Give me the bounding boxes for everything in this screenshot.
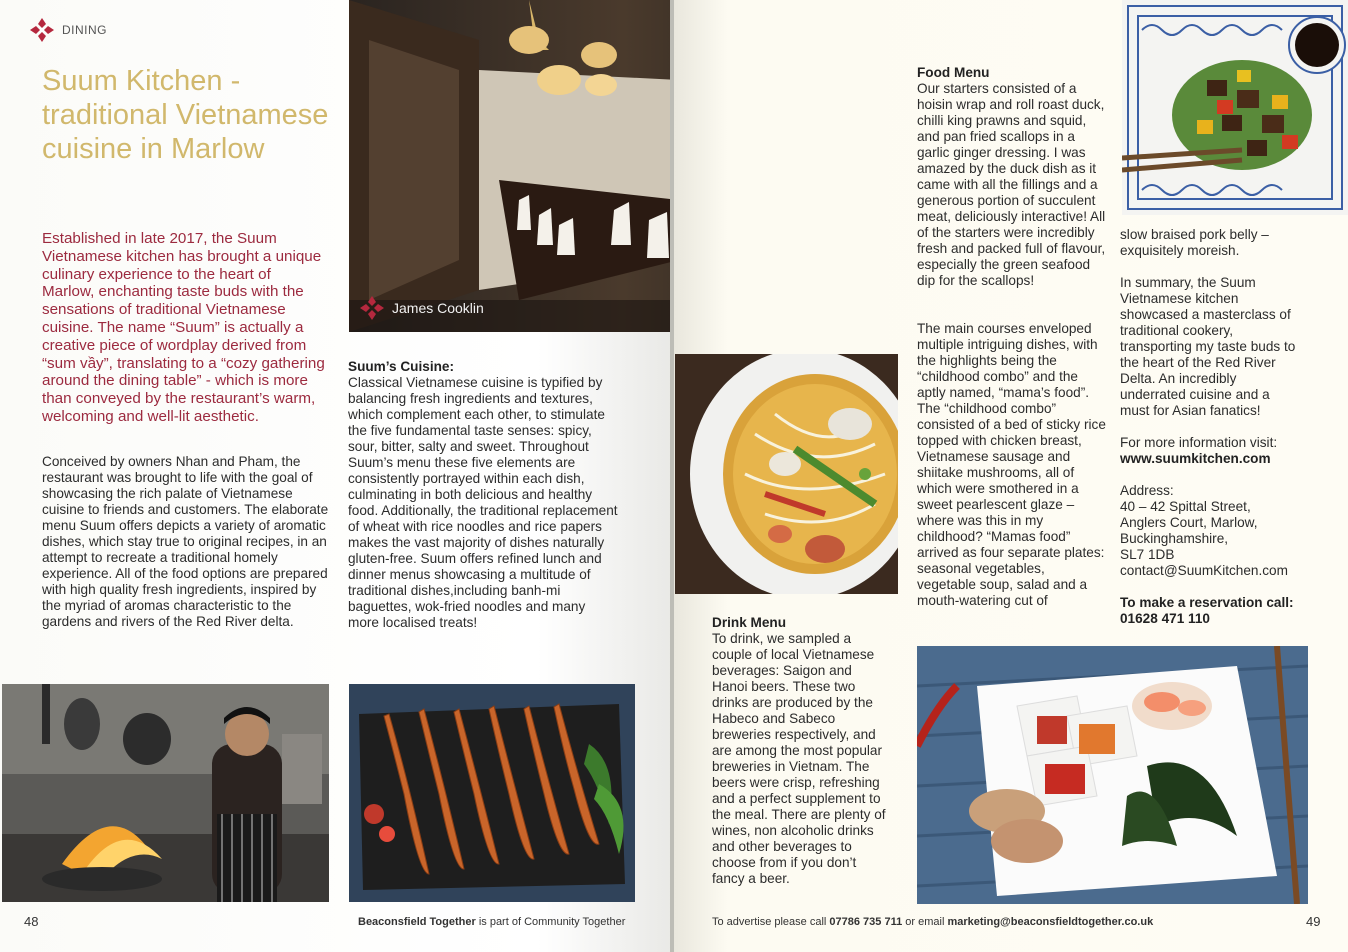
section-label: DINING	[62, 23, 107, 37]
address-line-2: Anglers Court, Marlow,	[1120, 515, 1258, 530]
chef-cooking-photo	[2, 684, 329, 902]
article-title: Suum Kitchen - traditional Vietnamese cuisine in Marlow	[42, 65, 329, 165]
reservation-label: To make a reservation call:	[1120, 595, 1294, 610]
photo-credit-text: James Cooklin	[392, 300, 484, 316]
advertise-phone: 07786 735 711	[829, 916, 903, 928]
website-link[interactable]: www.suumkitchen.com	[1120, 451, 1271, 466]
right-page	[674, 0, 1348, 952]
closing-paragraph-1: slow braised pork belly – exquisitely moreish.	[1120, 227, 1269, 258]
cuisine-paragraph: Classical Vietnamese cuisine is typified by balancing fresh ingredients and textures, which complement each other, to stimulate the five fundamental taste senses: spicy, sour, bitter, salty and sweet. Throughout Suum’s menu these five elements are consistently portrayed within each dish, culminating in both delicious and healthy food. Additionally, the traditional replacement of wheat with rice noodles and rice papers makes the vast majority of dishes naturally gluten-free. Suum offers refined lunch and dinner menus showcasing a multitude of traditional dishes,including banh-mi baguettes, wok-fried noodles and many more localised treats!	[348, 375, 618, 630]
article-lede: Established in late 2017, the Suum Vietnamese kitchen has brought a unique culinary experience to the heart of Marlow, enchanting taste buds with the sensations of traditional Vietnamese cuisine. The name “Suum” is actually a creative piece of wordplay derived from “sum vầy”, translating to a “cozy gathering around the dining table” - which is more than conveyed by the restaurant’s warm, welcoming and well-lit aesthetic.	[42, 230, 325, 425]
address-line-1: 40 – 42 Spittal Street,	[1120, 499, 1251, 514]
community-suffix: is part of Community Together	[475, 916, 626, 928]
drink-heading: Drink Menu	[712, 615, 787, 630]
community-name: Beaconsfield Together	[358, 916, 476, 928]
photo-credit	[358, 294, 484, 322]
drink-paragraph: To drink, we sampled a couple of local Vietnamese beverages: Saigon and Hanoi beers. These two drinks are produced by the Habeco and Sabeco breweries respectively, and are among the most popular breweries in Vietnam. The beers were crisp, refreshing and a perfect supplement to the meal. There are plenty of wines, non alcoholic drinks and other beverages to choose from if you don’t fancy a beer.	[712, 631, 886, 886]
cuisine-heading: Suum’s Cuisine:	[348, 359, 454, 374]
address-line-4: SL7 1DB	[1120, 547, 1175, 562]
page-number-right: 49	[1306, 914, 1321, 929]
food-heading: Food Menu	[917, 65, 990, 80]
address-line-3: Buckinghamshire,	[1120, 531, 1229, 546]
closing-paragraph-2: In summary, the Suum Vietnamese kitchen showcased a masterclass of traditional cookery, transporting my taste buds to the heart of the Red River Delta. An incredibly underrated cuisine and a must for Asian fanatics!	[1120, 275, 1296, 418]
pork-belly-dish-photo	[1122, 0, 1348, 215]
reservation-phone: 01628 471 110	[1120, 611, 1210, 626]
advertise-email[interactable]: marketing@beaconsfieldtogether.co.uk	[947, 916, 1154, 928]
community-footer	[358, 916, 625, 928]
prawns-dish-photo	[349, 684, 635, 902]
section-tag	[28, 16, 107, 44]
food-paragraph-2: The main courses enveloped multiple intriguing dishes, with the highlights being the “childhood combo” and the aptly named, “mama’s food”. The “childhood combo” consisted of a bed of sticky rice topped with chicken breast, Vietnamese sausage and shiitake mushrooms, all of which were smothered in a sweet pearlescent glaze – where was this in my childhood? “Mamas food” arrived as four separate plates: seasonal vegetables, vegetable soup, salad and a mouth-watering cut of	[917, 321, 1106, 608]
page-number-left: 48	[24, 914, 39, 929]
left-page	[0, 0, 672, 952]
starter-platter-photo	[917, 646, 1308, 904]
email-link[interactable]: contact@SuumKitchen.com	[1120, 563, 1288, 578]
noodle-soup-photo	[675, 354, 898, 594]
flower-logo-icon	[28, 16, 56, 44]
address-label: Address:	[1120, 483, 1174, 498]
intro-paragraph: Conceived by owners Nhan and Pham, the restaurant was brought to life with the goal of showcasing the rich palate of Vietnamese cuisine to friends and customers. The elaborate menu Suum offers depicts a variety of aromatic dishes, which stay true to original recipes, in an attempt to recreate a traditional homely experience. All of the food options are prepared with high quality fresh ingredients, inspired by the myriad of aromas characteristic to the gardens and rivers of the Red River delta.	[42, 454, 329, 629]
advertise-prefix: To advertise please call	[712, 916, 830, 928]
food-paragraph-1: Our starters consisted of a hoisin wrap and roll roast duck, chilli king prawns and squid, and pan fried scallops in a garlic ginger dressing. I was amazed by the duck dish as it came with all the fillings and a generous portion of succulent meat, deliciously interactive! All of the starters were incredibly fresh and packed full of flavour, especially the green seafood dip for the scallops!	[917, 81, 1106, 288]
more-info-label: For more information visit:	[1120, 435, 1278, 450]
advertise-mid: or email	[902, 916, 948, 928]
flower-credit-icon	[358, 294, 386, 322]
advertise-footer	[712, 916, 1153, 928]
